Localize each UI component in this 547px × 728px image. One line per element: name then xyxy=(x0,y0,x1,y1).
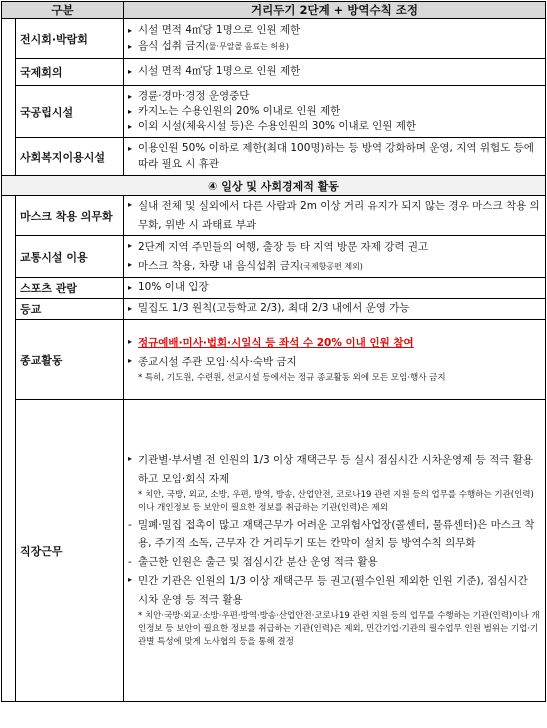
row-label-public-facility: 국공립시설 xyxy=(16,86,124,138)
bullet-icon: ▸ xyxy=(128,240,133,250)
row-label-transport: 교통시설 이용 xyxy=(16,236,124,278)
guideline-table: 구분 거리두기 2단계 + 방역수칙 조정 전시회·박람회 ▸ 시설 면적 4㎡당 1명으로 인원 제한 ▸ 음식 섭취 금지(물·무알콜 음료는 허용) 국제회의 ▸ 시설 면적 4㎡당 1명으로 인원 제한 국공립시설 ▸ 경륜·경마·경정 운영중단 ▸ 카지노는 수용인원의 20% 이내로 인원 제한 ▸ 이외 시설(체육시설 등)은 수용인원의 30% 이내로 인원 제한 사회복지이용시설 ▸ 이용인원 50% 이하로 제한(최대 100명)하는 등 방역 강화하며 운영, 지역 위험도 등에 따라 필요 시 휴관 ④ 일상 및 사회경제적 활동 마스크 착용 의무화 ▸ 실내 전체 및 실외에서 다른 사람과 2m 이상 거리 유지가 되지 않는 경우 마스크 착용 의무화, 위반 시 과태료 부과 교통시설 이용 ▸ 2단계 지역 주민들의 여행, 출장 등 타 지역 방문 자제 강력 권고 ▸ 마스크 착용, 차량 내 음식섭취 금지(국제항공편 제외) 스포츠 관람 ▸ 10% 이내 입장 등교 ▸ 밀집도 1/3 원칙(고등학교 2/3), 최대 2/3 내에서 운영 가능 종교활동 ▸ 정규예배·미사·법회·시일식 등 좌석 수 20% 이내 인원 참여 ▸ 종교시설 주관 모임·식사·숙박 금지 * 특히, 기도원, 수련원, 선교시설 등에서는 정규 종교활동 외에 모든 모임·행사 금지 직장근무 ▸ 기관별·부서별 전 인원의 1/3 이상 재택근무 등 실시 점심시간 시차운영제 등 적극 활용하고 모임·회식 자제 * 치안, 국방, 외교, 소방, 우편, 방역, 방송, 산업안전, 코로나19 관련 지원 등의 업무를 수행하는 기관(인력)이나 개인정보 등 보안이 필요한 정보를 취급하는 기관(인력)은 제외 - 밀폐·밀집 접촉이 많고 재택근무가 어려운 고위험사업장(콜센터, 물류센터)은 마스크 착용, 주기적 소독, 근무자 간 거리두기 또는 칸막이 설치 등 방역수칙 의무화 - 출근한 인원은 출근 및 점심시간 분산 운영 적극 활용 ▸ 민간 기관은 인원의 1/3 이상 재택근무 등 권고(필수인원 제외한 인원 기준), 점심시간 시차 운영 등 적극 활용 * 치안·국방·외교·소방·우편·방역·방송·산업안전·코로나19 관련 지원 등의 업무를 수행하는 기관(인력)이나 개인정보 등 보안이 필요한 정보를 취급하는 기관(인력)은 제외, 민간기업·기관의 필수업무 인원 범위는 기업·기관별 특성에 맞게 노사협의 등을 통해 결정 xyxy=(1,1,546,702)
row-label-welfare: 사회복지이용시설 xyxy=(16,138,124,176)
bullet-icon: ▸ xyxy=(128,67,133,77)
bullet-icon: ▸ xyxy=(128,454,133,464)
row-label-religion: 종교활동 xyxy=(16,320,124,400)
row-label-work: 직장근무 xyxy=(16,400,124,702)
section-title: ④ 일상 및 사회경제적 활동 xyxy=(2,176,546,196)
row-label-exhibition: 전시회·박람회 xyxy=(16,19,124,59)
bullet-icon: ▸ xyxy=(128,91,133,101)
bullet-icon: ▸ xyxy=(128,106,133,116)
bullet-icon: ▸ xyxy=(128,26,133,36)
bullet-icon: ▸ xyxy=(128,337,133,347)
bullet-icon: ▸ xyxy=(128,41,133,51)
bullet-icon: ▸ xyxy=(128,575,133,585)
bullet-icon: ▸ xyxy=(128,259,133,269)
bullet-icon: ▸ xyxy=(128,283,133,293)
row-label-conference: 국제회의 xyxy=(16,59,124,86)
bullet-icon: ▸ xyxy=(128,304,133,314)
bullet-icon: ▸ xyxy=(128,122,133,132)
bullet-icon: ▸ xyxy=(128,144,133,154)
bullet-icon: ▸ xyxy=(128,199,133,209)
header-category: 구분 xyxy=(2,2,124,19)
row-label-school: 등교 xyxy=(16,299,124,320)
row-label-sports: 스포츠 관람 xyxy=(16,278,124,299)
row-label-mask: 마스크 착용 의무화 xyxy=(16,196,124,236)
header-title: 거리두기 2단계 + 방역수칙 조정 xyxy=(124,2,546,19)
bullet-icon: ▸ xyxy=(128,355,133,365)
